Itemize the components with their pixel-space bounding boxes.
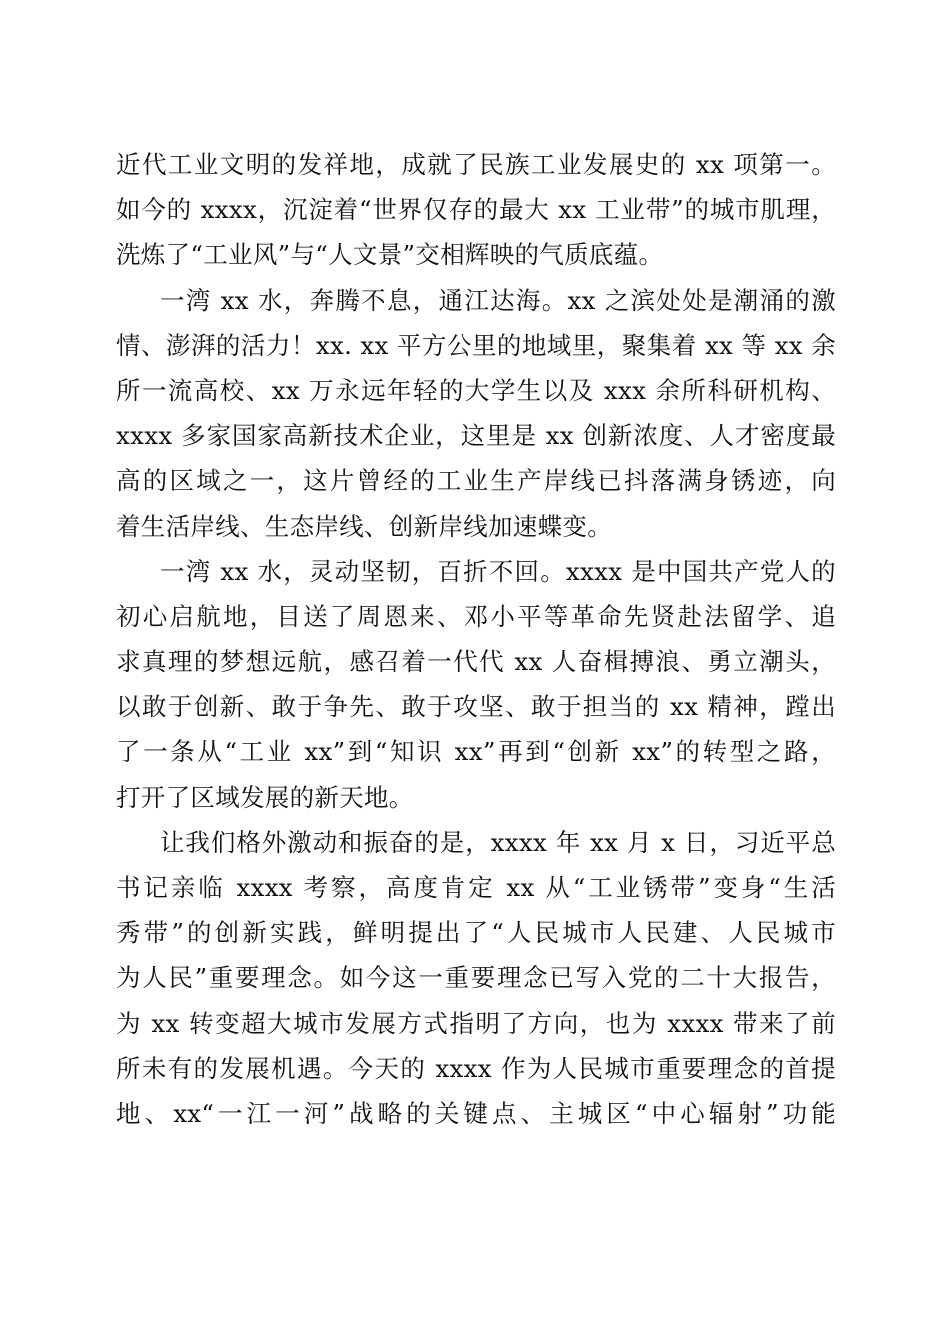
text-line: 求真理的梦想远航，感召着一代代 xx 人奋楫搏浪、勇立潮头， <box>116 647 836 677</box>
text-line: 秀带”的创新实践，鲜明提出了“人民城市人民建、人民城市 <box>116 918 836 948</box>
text-line: 情、澎湃的活力！xx. xx 平方公里的地域里，聚集着 xx 等 xx 余 <box>116 330 836 360</box>
text-line: 书记亲临 xxxx 考察，高度肯定 xx 从“工业锈带”变身“生活 <box>116 873 836 902</box>
text-line: 洗炼了“工业风”与“人文景”交相辉映的气质底蕴。 <box>116 240 664 270</box>
text-line: 了一条从“工业 xx”到“知识 xx”再到“创新 xx”的转型之路， <box>116 737 836 767</box>
text-line: 为 xx 转变超大城市发展方式指明了方向，也为 xxxx 带来了前 <box>116 1008 836 1038</box>
text-line: 以敢于创新、敢于争先、敢于攻坚、敢于担当的 xx 精神，蹚出 <box>116 692 836 722</box>
text-line: 着生活岸线、生态岸线、创新岸线加速蝶变。 <box>116 511 612 541</box>
text-line: 所一流高校、xx 万永远年轻的大学生以及 xxx 余所科研机构、 <box>116 375 836 405</box>
text-line: 初心启航地，目送了周恩来、邓小平等革命先贤赴法留学、追 <box>116 601 836 631</box>
text-line: 一湾 xx 水，灵动坚韧，百折不回。xxxx 是中国共产党人的 <box>160 556 836 586</box>
text-line: 一湾 xx 水，奔腾不息，通江达海。xx 之滨处处是潮涌的激 <box>160 285 836 315</box>
text-line: xxxx 多家国家高新技术企业，这里是 xx 创新浓度、人才密度最 <box>116 421 836 451</box>
text-line: 为人民”重要理念。如今这一重要理念已写入党的二十大报告， <box>116 963 836 993</box>
text-line: 地、xx“一江一河”战略的关键点、主城区“中心辐射”功能 <box>116 1098 836 1128</box>
text-line: 近代工业文明的发祥地，成就了民族工业发展史的 xx 项第一。 <box>116 150 836 179</box>
text-line: 如今的 xxxx，沉淀着“世界仅存的最大 xx 工业带”的城市肌理， <box>116 195 836 225</box>
text-line: 高的区域之一，这片曾经的工业生产岸线已抖落满身锈迹，向 <box>116 466 836 496</box>
text-line: 让我们格外激动和振奋的是，xxxx 年 xx 月 x 日，习近平总 <box>160 827 836 857</box>
text-line: 打开了区域发展的新天地。 <box>116 782 414 812</box>
text-line: 所未有的发展机遇。今天的 xxxx 作为人民城市重要理念的首提 <box>116 1053 836 1083</box>
document-body <box>116 142 836 1136</box>
